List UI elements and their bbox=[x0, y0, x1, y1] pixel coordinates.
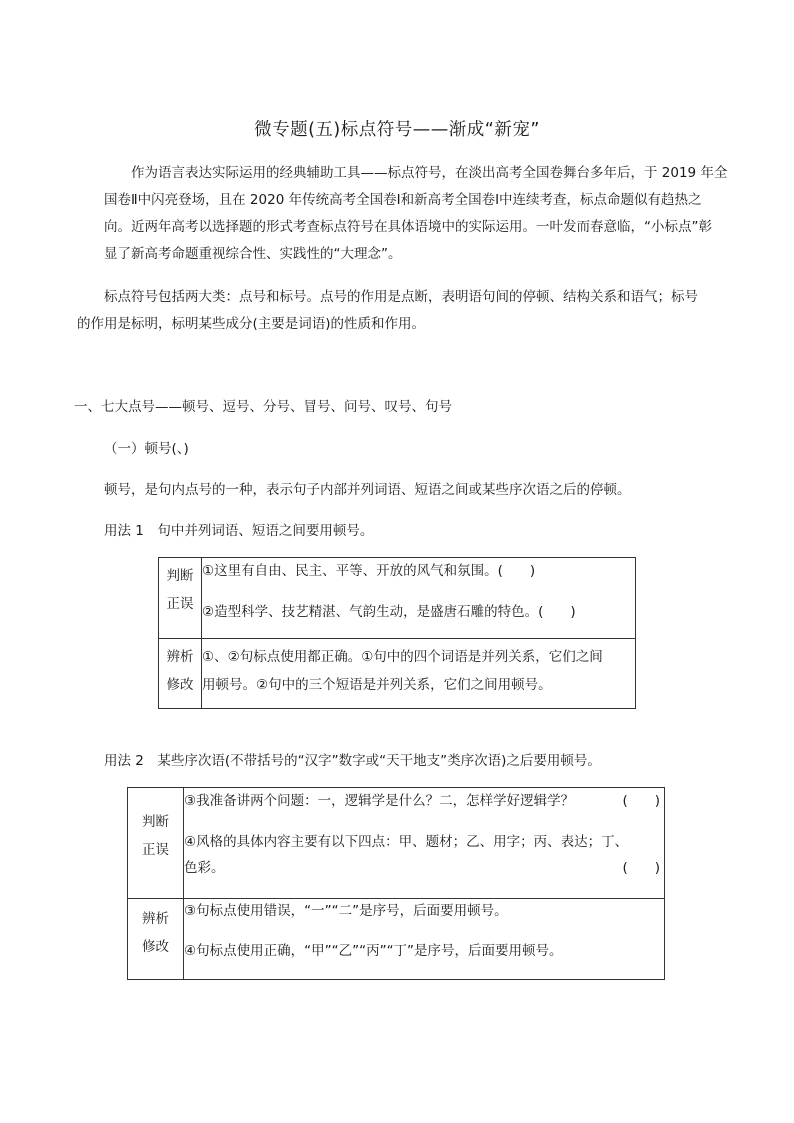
analysis-label-cell bbox=[159, 639, 202, 709]
analysis-label-line: 修改 bbox=[166, 677, 194, 693]
judge-line-text: 色彩。 bbox=[184, 860, 225, 876]
analysis-label-cell bbox=[128, 899, 184, 980]
judge-line bbox=[184, 788, 664, 814]
usage-2-label: 用法 2 某些序次语(不带括号的“汉字”数字或“天干地支”类序次语)之后要用顿号。 bbox=[104, 753, 601, 769]
judge-content-cell bbox=[202, 558, 636, 639]
judge-line: ④风格的具体内容主要有以下四点：甲、题材；乙、用字；丙、表达；丁、 bbox=[184, 834, 629, 850]
judge-label-line: 正误 bbox=[166, 596, 194, 612]
analysis-line: 用顿号。②句中的三个短语是并列关系，它们之间用顿号。 bbox=[202, 677, 552, 693]
intro-paragraph bbox=[104, 160, 728, 268]
judge-line: ②造型科学、技艺精湛、气韵生动，是盛唐石雕的特色。( ) bbox=[202, 604, 576, 620]
analysis-content-cell bbox=[184, 899, 665, 980]
judge-label-cell bbox=[159, 558, 202, 639]
analysis-line: ④句标点使用正确，“甲”“乙”“丙”“丁”是序号，后面要用顿号。 bbox=[184, 943, 563, 959]
intro-line: 作为语言表达实际运用的经典辅助工具——标点符号，在淡出高考全国卷舞台多年后，于 2019 年全 bbox=[131, 165, 728, 181]
classification-line: 的作用是标明，标明某些成分(主要是词语)的性质和作用。 bbox=[77, 316, 426, 332]
analysis-label-line: 修改 bbox=[142, 939, 169, 955]
classification-paragraph bbox=[77, 284, 722, 338]
judge-label-cell bbox=[128, 788, 184, 899]
classification-line: 标点符号包括两大类：点号和标号。点号的作用是点断，表明语句间的停顿、结构关系和语气；标号 bbox=[104, 289, 698, 305]
page-title: 微专题(五)标点符号——渐成“新宠” bbox=[254, 120, 540, 140]
judge-line: ①这里有自由、民主、平等、开放的风气和氛围。( ) bbox=[202, 563, 536, 579]
usage-1-label: 用法 1 句中并列词语、短语之间要用顿号。 bbox=[104, 523, 374, 539]
intro-line: 国卷Ⅱ中闪亮登场，且在 2020 年传统高考全国卷Ⅰ和新高考全国卷Ⅰ中连续考查，标点命题似有趋热之 bbox=[104, 192, 702, 208]
judge-label-line: 判断 bbox=[166, 568, 194, 584]
judge-label-line: 正误 bbox=[142, 842, 169, 858]
analysis-content-cell bbox=[202, 639, 636, 709]
usage-1-table bbox=[158, 557, 636, 709]
section-description: 顿号，是句内点号的一种，表示句子内部并列词语、短语之间或某些序次语之后的停顿。 bbox=[104, 482, 631, 498]
intro-line: 向。近两年高考以选择题的形式考查标点符号在具体语境中的实际运用。一叶发而春意临，“小标点”彰 bbox=[104, 219, 712, 235]
analysis-label-line: 辨析 bbox=[142, 911, 169, 927]
answer-paren: ( ) bbox=[622, 793, 660, 809]
analysis-line: ①、②句标点使用都正确。①句中的四个词语是并列关系，它们之间 bbox=[202, 649, 603, 665]
judge-content-cell bbox=[184, 788, 665, 899]
analysis-label-line: 辨析 bbox=[166, 649, 194, 665]
judge-line bbox=[184, 855, 664, 881]
subsection-heading: （一）顿号(、) bbox=[104, 441, 189, 457]
intro-line: 显了新高考命题重视综合性、实践性的“大理念”。 bbox=[104, 246, 402, 262]
analysis-line: ③句标点使用错误，“一”“二”是序号，后面要用顿号。 bbox=[184, 903, 508, 919]
answer-paren: ( ) bbox=[622, 860, 660, 876]
judge-label-line: 判断 bbox=[142, 814, 169, 830]
section-heading: 一、七大点号——顿号、逗号、分号、冒号、问号、叹号、句号 bbox=[74, 399, 452, 415]
judge-line-text: ③我准备讲两个问题：一，逻辑学是什么？二，怎样学好逻辑学？ bbox=[184, 793, 575, 809]
usage-2-table bbox=[127, 787, 665, 980]
